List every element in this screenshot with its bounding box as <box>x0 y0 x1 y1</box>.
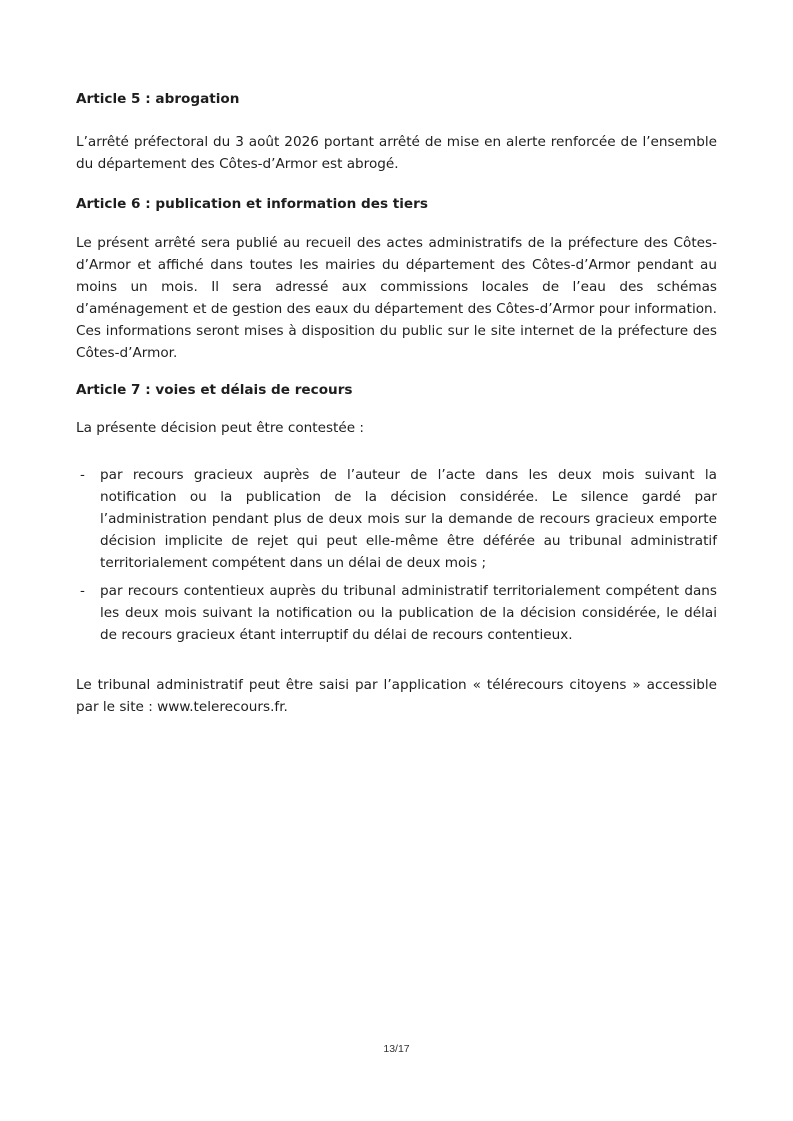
article-6-title: Article 6 : publication et information des tiers <box>76 196 428 212</box>
list-item-text: par recours contentieux auprès du tribunal administratif territorialement compétent dans les deux mois suivant la notification ou la publication de la décision considérée, le délai de recours gracieux étant interruptif du délai de recours contentieux. <box>100 583 717 643</box>
article-7-title: Article 7 : voies et délais de recours <box>76 382 353 398</box>
list-item-text: par recours gracieux auprès de l’auteur de l’acte dans les deux mois suivant la notification ou la publication de la décision considérée. Le silence gardé par l’administration pendant plus de deux mois sur la demande de recours gracieux emporte décision implicite de rejet qui peut elle-même être déférée au tribunal administratif territorialement compétent dans un délai de deux mois ; <box>100 467 717 571</box>
article-5-title: Article 5 : abrogation <box>76 91 240 107</box>
recours-list <box>76 464 717 646</box>
list-item <box>76 580 717 646</box>
list-item-marker: - <box>80 467 85 483</box>
page-number: 13/17 <box>383 1043 410 1055</box>
list-item-marker: - <box>80 583 85 599</box>
article-5-text: L’arrêté préfectoral du 3 août 2026 portant arrêté de mise en alerte renforcée de l’ensemble du département des Côtes-d’Armor est abrogé. <box>76 134 717 172</box>
article-7-intro: La présente décision peut être contestée : <box>76 420 365 436</box>
article-7-closing: Le tribunal administratif peut être saisi par l’application « télérecours citoyens » accessible par le site : www.telerecours.fr. <box>76 677 717 715</box>
article-6-text: Le présent arrêté sera publié au recueil des actes administratifs de la préfecture des Côtes-d’Armor et affiché dans toutes les mairies du département des Côtes-d’Armor pendant au moins un mois. Il sera adressé aux commissions locales de l’eau des schémas d’aménagement et de gestion des eaux du département des Côtes-d’Armor pour information. Ces informations seront mises à disposition du public sur le site internet de la préfecture des Côtes-d’Armor. <box>76 235 717 361</box>
list-item <box>76 464 717 574</box>
